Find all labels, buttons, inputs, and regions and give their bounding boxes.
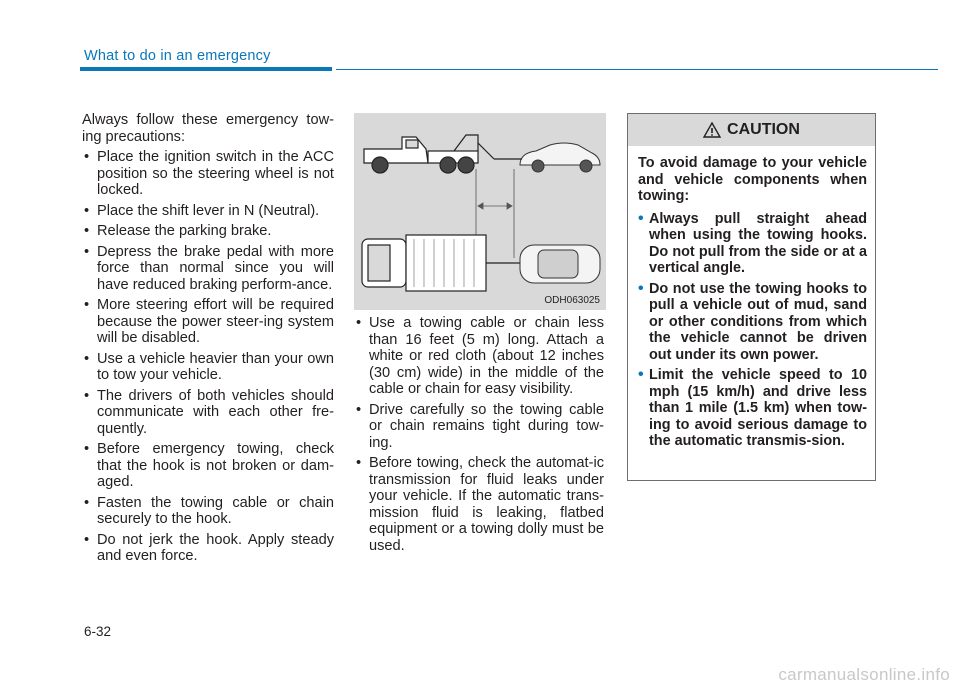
car-side-view (520, 143, 600, 172)
list-item: • Place the ignition switch in the ACC position so the steering wheel is not locked. (82, 149, 334, 199)
list-item: • Release the parking brake. (82, 223, 334, 240)
car-top-view (520, 245, 600, 283)
section-title: What to do in an emergency (84, 48, 271, 64)
figure-code: ODH063025 (544, 295, 600, 306)
tow-truck-top-view (362, 235, 486, 291)
left-column (82, 112, 334, 569)
list-item: • Use a towing cable or chain less than 16 feet (5 m) long. Attach a white or red cloth (about 12 inches (30 cm) wide) in the middle of the cable or chain for easy visibility. (354, 315, 604, 398)
list-item: • Before towing, check the automat-ic transmission for fluid leaks under your vehicle. If the automatic trans-mission fluid is leaking, flatbed equipment or a towing dolly must be used. (354, 455, 604, 554)
intro-text: Always follow these emergency tow-ing precautions: (82, 112, 334, 145)
list-item: • Limit the vehicle speed to 10 mph (15 km/h) and drive less than 1 mile (1.5 km) when tow-ing to avoid serious damage to the automatic transmis-sion. (638, 367, 867, 450)
list-item: • Do not jerk the hook. Apply steady and even force. (82, 532, 334, 565)
list-item: • More steering effort will be required because the power steer-ing system will be disabled. (82, 297, 334, 347)
list-item: • Do not use the towing hooks to pull a vehicle out of mud, sand or other conditions from which the vehicle cannot be driven out under its own power. (638, 281, 867, 364)
caution-header (628, 114, 875, 146)
towing-illustration (354, 113, 606, 310)
caution-body (628, 146, 875, 450)
precaution-list (82, 149, 334, 565)
list-item: • Before emergency towing, check that the hook is not broken or dam-aged. (82, 441, 334, 491)
list-item: • Place the shift lever in N (Neutral). (82, 203, 334, 220)
list-item: • Fasten the towing cable or chain securely to the hook. (82, 495, 334, 528)
header-rule-thin (336, 69, 938, 70)
page-number: 6-32 (84, 624, 112, 639)
tow-truck-side-view (364, 135, 494, 173)
caution-list (638, 211, 867, 450)
towing-list (354, 315, 604, 554)
caution-intro: To avoid damage to your vehicle and vehicle components when towing: (638, 155, 867, 204)
warning-triangle-icon (703, 122, 721, 138)
tow-truck-car-diagram (354, 113, 606, 310)
list-item: • Depress the brake pedal with more force than normal since you will have reduced braking perform-ance. (82, 244, 334, 294)
list-item: • Always pull straight ahead when using the towing hooks. Do not pull from the side or at a vertical angle. (638, 211, 867, 277)
header-rule-thick (80, 67, 332, 71)
caution-title: CAUTION (727, 121, 800, 138)
middle-column (354, 315, 604, 558)
watermark-text: carmanualsonline.info (778, 665, 950, 684)
list-item: • Use a vehicle heavier than your own to tow your vehicle. (82, 351, 334, 384)
list-item: • The drivers of both vehicles should communicate with each other fre-quently. (82, 388, 334, 438)
list-item: • Drive carefully so the towing cable or chain remains tight during tow-ing. (354, 402, 604, 452)
caution-box (627, 113, 876, 481)
